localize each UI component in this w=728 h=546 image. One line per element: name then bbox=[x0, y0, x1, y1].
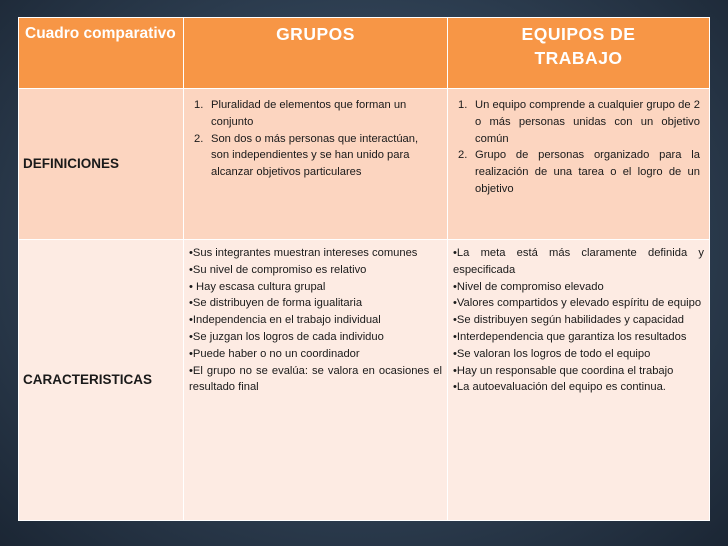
row-definiciones bbox=[19, 89, 710, 240]
bullet-item: •Valores compartidos y elevado espíritu de equipo bbox=[453, 297, 702, 310]
bullet-item: •Puede haber o no un coordinador bbox=[189, 347, 360, 360]
list-text: Son dos o más personas que interactúan, son independientes y se han unido para alcanzar objetivos particulares bbox=[211, 132, 419, 179]
header-corner: Cuadro comparativo bbox=[19, 18, 184, 89]
bullet-item: •La meta está más claramente definida y especificada bbox=[453, 247, 704, 276]
bullet-item: • Hay escasa cultura grupal bbox=[189, 280, 326, 293]
cell-caracteristicas-equipos bbox=[448, 240, 710, 521]
list-definiciones-equipos bbox=[451, 97, 704, 198]
list-item bbox=[451, 97, 700, 147]
list-number: 2. bbox=[194, 132, 204, 145]
cell-caracteristicas-grupos bbox=[184, 240, 448, 521]
cell-definiciones-equipos bbox=[448, 89, 710, 240]
bullet-item: •Interdependencia que garantiza los resultados bbox=[453, 330, 687, 343]
bullet-item: •Se distribuyen según habilidades y capacidad bbox=[453, 314, 684, 327]
cell-definiciones-grupos bbox=[184, 89, 448, 240]
list-item bbox=[451, 147, 700, 197]
list-text: Un equipo comprende a cualquier grupo de 2 o más personas unidas con un objetivo común bbox=[475, 99, 700, 145]
list-text: Pluralidad de elementos que forman un conjunto bbox=[211, 99, 407, 128]
bullet-item: •La autoevaluación del equipo es continua. bbox=[453, 381, 666, 394]
bullet-item: •Se distribuyen de forma igualitaria bbox=[189, 297, 363, 310]
row-label-caracteristicas: CARACTERISTICAS bbox=[19, 240, 184, 521]
bullet-item: •Nivel de compromiso elevado bbox=[453, 280, 604, 293]
list-number: 1. bbox=[194, 99, 204, 111]
header-equipos-text: EQUIPOS DE TRABAJO bbox=[521, 24, 636, 68]
list-item bbox=[187, 131, 438, 181]
bullet-item: •Sus integrantes muestran intereses comunes bbox=[189, 247, 418, 259]
header-grupos: GRUPOS bbox=[184, 18, 448, 89]
row-label-definiciones: DEFINICIONES bbox=[19, 89, 184, 240]
comparison-table bbox=[18, 17, 710, 521]
bullet-item: •Independencia en el trabajo individual bbox=[189, 314, 381, 327]
row-caracteristicas bbox=[19, 240, 710, 521]
header-row bbox=[19, 18, 710, 89]
bullet-item: •Hay un responsable que coordina el trabajo bbox=[453, 364, 674, 377]
bullet-item: •Su nivel de compromiso es relativo bbox=[189, 263, 367, 276]
list-item bbox=[187, 97, 438, 131]
list-definiciones-grupos bbox=[187, 97, 442, 181]
bullet-item: •Se juzgan los logros de cada individuo bbox=[189, 330, 384, 343]
bullet-item: •El grupo no se evalúa: se valora en ocasiones el resultado final bbox=[189, 364, 442, 394]
list-number: 1. bbox=[458, 99, 468, 111]
list-number: 2. bbox=[458, 149, 468, 162]
header-equipos bbox=[448, 18, 710, 89]
bullet-item: •Se valoran los logros de todo el equipo bbox=[453, 347, 651, 360]
list-text: Grupo de personas organizado para la realización de una tarea o el logro de un objetivo bbox=[475, 149, 700, 195]
